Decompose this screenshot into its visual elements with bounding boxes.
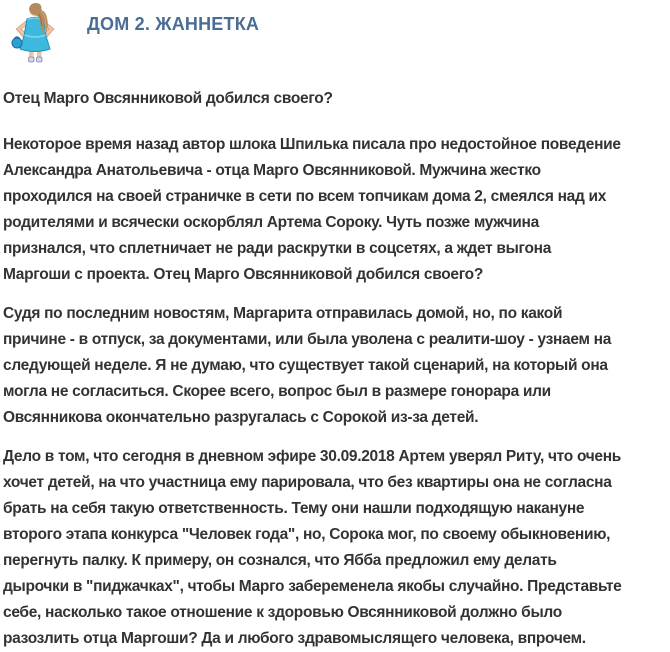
text-line: Маргоши с проекта. Отец Марго Овсянниковой добился своего? <box>3 266 484 283</box>
text-line: разозлить отца Маргоши? Да и любого здравомыслящего человека, впрочем. <box>3 630 586 647</box>
text-line: себе, насколько такое отношение к здоровью Овсянниковой должно было <box>3 604 562 621</box>
article-heading: Отец Марго Овсянниковой добился своего? <box>3 90 333 107</box>
text-line: родителями и всячески оскорблял Артема Сороку. Чуть позже мужчина <box>3 214 539 231</box>
text-line: могла не согласиться. Скорее всего, вопрос был в размере гонорара или <box>3 383 551 400</box>
text-line: хочет детей, на что участница ему парировала, что без квартиры она не согласна <box>3 474 612 491</box>
text-line: проходился на своей страничке в сети по всем топчикам дома 2, смеялся над их <box>3 188 607 205</box>
text-line: следующей неделе. Я не думаю, что существует такой сценарий, на который она <box>3 357 608 374</box>
text-line: Судя по последним новостям, Маргарита отправилась домой, но, по какой <box>3 305 563 322</box>
text-line: брать на себя такую ответственность. Тему они нашли подходящую накануне <box>3 500 585 517</box>
post-header <box>3 2 666 66</box>
text-line: причине - в отпуск, за документами, или была уволена с реалити-шоу - узнаем на <box>3 331 612 348</box>
paragraph-1 <box>3 132 666 288</box>
paragraph-2 <box>3 301 666 431</box>
paragraph-3 <box>3 444 666 652</box>
community-name-link[interactable]: ДОМ 2. ЖАННЕТКА <box>87 14 260 34</box>
text-line: второго этапа конкурса "Человек года", но, Сорока мог, по своему обыкновению, <box>3 526 611 543</box>
text-line: Некоторое время назад автор шлока Шпилька писала про недостойное поведение <box>3 136 621 153</box>
text-line: дырочки в "пиджачках", чтобы Марго забеременела якобы случайно. Представьте <box>3 578 622 595</box>
text-line: перегнуть палку. К примеру, он сознался, что Ябба предложил ему делать <box>3 552 557 569</box>
text-line: Александра Анатольевича - отца Марго Овсянниковой. Мужчина жестко <box>3 162 541 179</box>
text-line: признался, что сплетничает не ради раскрутки в соцсетях, а ждет выгона <box>3 240 552 257</box>
community-avatar[interactable] <box>6 2 64 64</box>
text-line: Овсянникова окончательно разругалась с Сорокой из-за детей. <box>3 409 479 426</box>
text-line: Дело в том, что сегодня в дневном эфире 30.09.2018 Артем уверял Риту, что очень <box>3 448 622 465</box>
woman-figure-icon <box>6 2 64 64</box>
